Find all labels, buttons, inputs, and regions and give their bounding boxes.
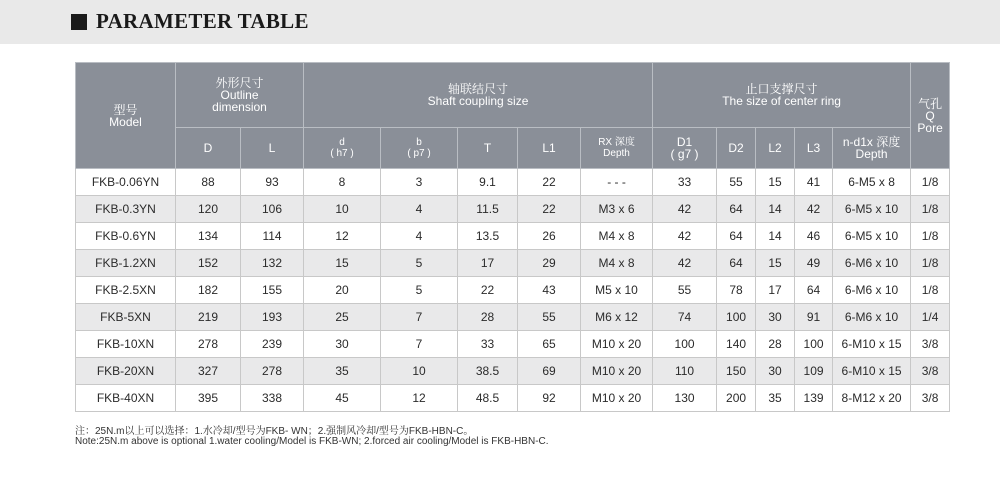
table-cell: 6-M6 x 10 xyxy=(833,277,911,304)
model-cell: FKB-0.3YN xyxy=(76,196,176,223)
col-header-rx-depth: RX 深度 Depth xyxy=(581,128,653,169)
square-bullet-icon xyxy=(71,14,87,30)
table-cell: 64 xyxy=(717,250,756,277)
model-cell: FKB-20XN xyxy=(76,358,176,385)
col-header-D2: D2 xyxy=(717,128,756,169)
model-cell: FKB-2.5XN xyxy=(76,277,176,304)
model-header: 型号 Model xyxy=(76,63,176,169)
col-header-D1: D1 ( g7 ) xyxy=(653,128,717,169)
table-row xyxy=(76,331,950,358)
table-cell: 1/8 xyxy=(911,223,950,250)
table-cell: 100 xyxy=(717,304,756,331)
table-cell: 114 xyxy=(241,223,304,250)
table-cell: 6-M6 x 10 xyxy=(833,250,911,277)
table-cell: 10 xyxy=(381,358,458,385)
col-header-L3: L3 xyxy=(795,128,833,169)
model-cell: FKB-1.2XN xyxy=(76,250,176,277)
shaft-coupling-header: 轴联结尺寸 Shaft coupling size xyxy=(304,63,653,128)
table-cell: 109 xyxy=(795,358,833,385)
table-row xyxy=(76,250,950,277)
table-cell: 49 xyxy=(795,250,833,277)
table-cell: 25 xyxy=(304,304,381,331)
table-cell: 3/8 xyxy=(911,358,950,385)
table-cell: 17 xyxy=(756,277,795,304)
table-cell: 6-M5 x 8 xyxy=(833,169,911,196)
table-cell: 327 xyxy=(176,358,241,385)
table-cell: 46 xyxy=(795,223,833,250)
table-cell: 10 xyxy=(304,196,381,223)
col-header-d: d ( h7 ) xyxy=(304,128,381,169)
table-cell: 8-M12 x 20 xyxy=(833,385,911,412)
table-cell: 15 xyxy=(756,250,795,277)
col-header-L2: L2 xyxy=(756,128,795,169)
table-cell: 14 xyxy=(756,196,795,223)
table-cell: 33 xyxy=(653,169,717,196)
table-cell: 15 xyxy=(304,250,381,277)
table-cell: 28 xyxy=(756,331,795,358)
table-cell: 278 xyxy=(176,331,241,358)
note-english: Note:25N.m above is optional 1.water cooling/Model is FKB-WN; 2.forced air cooling/Model is FKB-HBN-C. xyxy=(75,436,549,447)
col-header-nd1x-depth: n-d1x 深度 Depth xyxy=(833,128,911,169)
table-cell: 42 xyxy=(653,250,717,277)
table-cell: 42 xyxy=(795,196,833,223)
table-row xyxy=(76,358,950,385)
model-cell: FKB-0.06YN xyxy=(76,169,176,196)
col-header-b: b ( p7 ) xyxy=(381,128,458,169)
table-cell: 106 xyxy=(241,196,304,223)
table-cell: 150 xyxy=(717,358,756,385)
note-chinese: 注：25N.m以上可以选择：1.水冷却/型号为FKB- WN；2.强制风冷却/型号为FKB-HBN-C。 xyxy=(75,426,474,437)
parameter-table xyxy=(75,62,950,412)
table-cell: 22 xyxy=(458,277,518,304)
table-cell: 64 xyxy=(717,196,756,223)
table-cell: 395 xyxy=(176,385,241,412)
page-title: PARAMETER TABLE xyxy=(96,9,309,33)
table-cell: 42 xyxy=(653,196,717,223)
pore-header: 气孔 Q Pore xyxy=(911,63,950,169)
table-cell: 64 xyxy=(717,223,756,250)
table-cell: M10 x 20 xyxy=(581,331,653,358)
table-cell: 4 xyxy=(381,196,458,223)
table-row xyxy=(76,169,950,196)
table-cell: 30 xyxy=(756,358,795,385)
table-cell: 78 xyxy=(717,277,756,304)
table-cell: 92 xyxy=(518,385,581,412)
table-row xyxy=(76,385,950,412)
table-cell: M3 x 6 xyxy=(581,196,653,223)
col-header-L1: L1 xyxy=(518,128,581,169)
table-cell: - - - xyxy=(581,169,653,196)
col-header-T: T xyxy=(458,128,518,169)
table-cell: 1/4 xyxy=(911,304,950,331)
table-cell: 9.1 xyxy=(458,169,518,196)
table-cell: 155 xyxy=(241,277,304,304)
table-cell: 11.5 xyxy=(458,196,518,223)
table-cell: 55 xyxy=(653,277,717,304)
table-cell: 7 xyxy=(381,331,458,358)
table-cell: 1/8 xyxy=(911,196,950,223)
table-cell: 100 xyxy=(795,331,833,358)
table-cell: 45 xyxy=(304,385,381,412)
table-cell: 139 xyxy=(795,385,833,412)
table-cell: M10 x 20 xyxy=(581,358,653,385)
model-cell: FKB-40XN xyxy=(76,385,176,412)
table-cell: 6-M10 x 15 xyxy=(833,331,911,358)
table-cell: 26 xyxy=(518,223,581,250)
table-cell: 69 xyxy=(518,358,581,385)
table-cell: 22 xyxy=(518,169,581,196)
col-header-D: D xyxy=(176,128,241,169)
table-cell: 30 xyxy=(756,304,795,331)
table-cell: 110 xyxy=(653,358,717,385)
table-cell: 7 xyxy=(381,304,458,331)
table-cell: M6 x 12 xyxy=(581,304,653,331)
table-cell: 8 xyxy=(304,169,381,196)
table-cell: M4 x 8 xyxy=(581,223,653,250)
table-cell: 1/8 xyxy=(911,250,950,277)
table-cell: 55 xyxy=(518,304,581,331)
table-cell: 3/8 xyxy=(911,331,950,358)
table-cell: 33 xyxy=(458,331,518,358)
table-cell: 15 xyxy=(756,169,795,196)
table-cell: 48.5 xyxy=(458,385,518,412)
table-cell: M5 x 10 xyxy=(581,277,653,304)
table-cell: 3 xyxy=(381,169,458,196)
table-cell: 22 xyxy=(518,196,581,223)
table-cell: 29 xyxy=(518,250,581,277)
table-cell: 55 xyxy=(717,169,756,196)
table-cell: 134 xyxy=(176,223,241,250)
table-cell: 6-M5 x 10 xyxy=(833,196,911,223)
table-cell: 1/8 xyxy=(911,169,950,196)
table-row xyxy=(76,277,950,304)
table-cell: 3/8 xyxy=(911,385,950,412)
table-cell: 338 xyxy=(241,385,304,412)
table-cell: 130 xyxy=(653,385,717,412)
table-cell: 182 xyxy=(176,277,241,304)
table-cell: 278 xyxy=(241,358,304,385)
table-cell: 5 xyxy=(381,250,458,277)
table-cell: 6-M5 x 10 xyxy=(833,223,911,250)
table-cell: 41 xyxy=(795,169,833,196)
table-cell: 93 xyxy=(241,169,304,196)
model-cell: FKB-0.6YN xyxy=(76,223,176,250)
table-cell: 152 xyxy=(176,250,241,277)
table-cell: 5 xyxy=(381,277,458,304)
model-cell: FKB-5XN xyxy=(76,304,176,331)
table-cell: 219 xyxy=(176,304,241,331)
table-cell: 17 xyxy=(458,250,518,277)
table-cell: M4 x 8 xyxy=(581,250,653,277)
table-cell: 35 xyxy=(304,358,381,385)
table-cell: 42 xyxy=(653,223,717,250)
table-row xyxy=(76,304,950,331)
table-cell: 12 xyxy=(381,385,458,412)
table-cell: 38.5 xyxy=(458,358,518,385)
table-row xyxy=(76,223,950,250)
table-cell: 88 xyxy=(176,169,241,196)
table-cell: 6-M10 x 15 xyxy=(833,358,911,385)
table-cell: 193 xyxy=(241,304,304,331)
table-cell: 43 xyxy=(518,277,581,304)
table-cell: 35 xyxy=(756,385,795,412)
table-cell: 6-M6 x 10 xyxy=(833,304,911,331)
table-cell: 28 xyxy=(458,304,518,331)
table-cell: 132 xyxy=(241,250,304,277)
model-cell: FKB-10XN xyxy=(76,331,176,358)
table-cell: 30 xyxy=(304,331,381,358)
table-cell: 100 xyxy=(653,331,717,358)
table-cell: 4 xyxy=(381,223,458,250)
table-cell: M10 x 20 xyxy=(581,385,653,412)
table-cell: 20 xyxy=(304,277,381,304)
table-cell: 140 xyxy=(717,331,756,358)
table-cell: 1/8 xyxy=(911,277,950,304)
header-bar xyxy=(0,0,1000,44)
table-cell: 65 xyxy=(518,331,581,358)
table-body xyxy=(76,169,950,412)
table-cell: 12 xyxy=(304,223,381,250)
table-cell: 64 xyxy=(795,277,833,304)
table-cell: 200 xyxy=(717,385,756,412)
table-row xyxy=(76,196,950,223)
col-header-L: L xyxy=(241,128,304,169)
table-cell: 14 xyxy=(756,223,795,250)
center-ring-header: 止口支撑尺寸 The size of center ring xyxy=(653,63,911,128)
table-cell: 120 xyxy=(176,196,241,223)
table-cell: 13.5 xyxy=(458,223,518,250)
table-cell: 74 xyxy=(653,304,717,331)
table-cell: 239 xyxy=(241,331,304,358)
outline-header: 外形尺寸 Outline dimension xyxy=(176,63,304,128)
table-cell: 91 xyxy=(795,304,833,331)
